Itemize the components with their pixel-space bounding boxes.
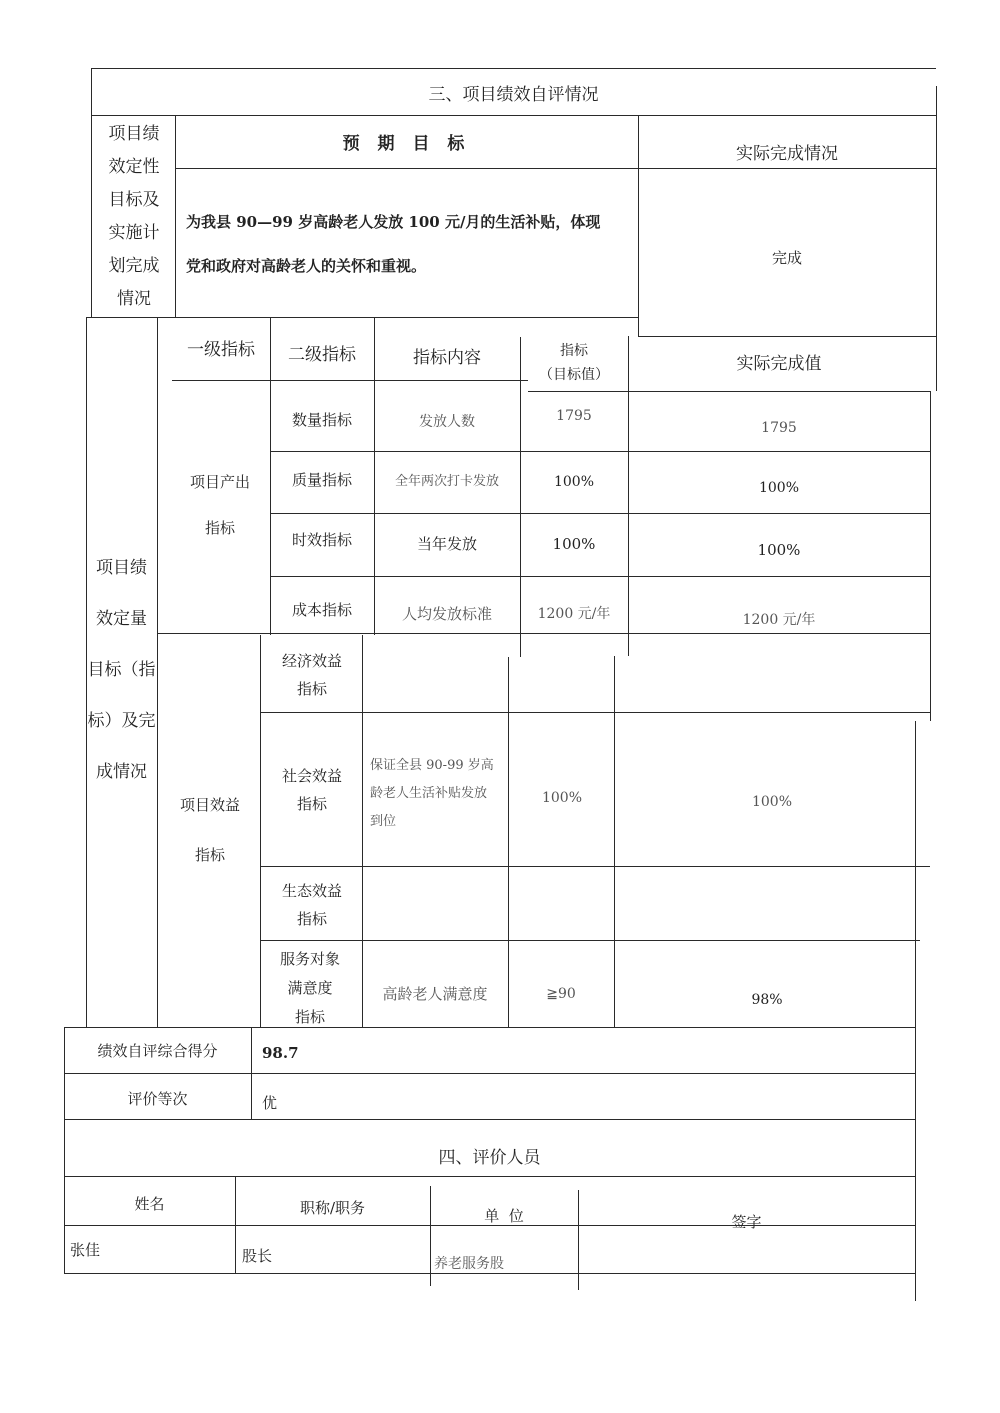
row8-actual: 98% — [751, 991, 783, 1008]
col-target: 指标 （目标值） — [539, 343, 609, 383]
col-level1: 一级指标 — [187, 339, 255, 360]
quant-label: 项目绩 效定量 目标（指 标）及完 成情况 — [87, 557, 156, 782]
row8-level2: 服务对象 满意度 指标 — [279, 949, 340, 1026]
line-row-6 — [260, 866, 930, 867]
row2-level2: 质量指标 — [291, 470, 352, 489]
goal-actual-status: 完成 — [771, 248, 802, 267]
line-colheader-bottom-b — [528, 391, 930, 392]
row5-level2: 经济效益 指标 — [281, 652, 342, 698]
score-label: 绩效自评综合得分 — [97, 1041, 218, 1060]
row1-level2: 数量指标 — [291, 410, 352, 429]
person-title: 股长 — [242, 1246, 273, 1265]
line-score-top — [64, 1027, 915, 1028]
line-qual-bottom-right — [638, 336, 936, 337]
row3-content: 当年发放 — [416, 534, 477, 553]
line-row-7 — [260, 940, 920, 941]
person-name: 张佳 — [70, 1240, 101, 1259]
row2-actual: 100% — [758, 479, 800, 496]
row3-target: 100% — [552, 534, 596, 553]
col-person-name: 姓名 — [134, 1194, 165, 1213]
line-title — [91, 115, 936, 116]
border-right-mid — [930, 391, 931, 721]
actual-status-header: 实际完成情况 — [736, 143, 838, 164]
line-row-3 — [270, 576, 930, 577]
group-output-label: 项目产出 指标 — [189, 473, 250, 537]
section4-title: 四、评价人员 — [438, 1147, 541, 1168]
col-person-title: 职称/职务 — [299, 1198, 366, 1217]
row4-level2: 成本指标 — [291, 600, 352, 619]
grade-label: 评价等次 — [127, 1089, 188, 1108]
row3-level2: 时效指标 — [291, 530, 352, 549]
group-benefit-label: 项目效益 指标 — [179, 796, 240, 864]
line-l2-content-b — [362, 635, 363, 1027]
col-person-unit: 单 位 — [484, 1206, 524, 1225]
line-row-1 — [270, 451, 930, 452]
line-score-sep — [251, 1027, 252, 1119]
qual-label: 项目绩 效定性 目标及 实施计 划完成 情况 — [108, 124, 160, 309]
row6-target: 100% — [541, 789, 583, 806]
row4-target: 1200 元/年 — [537, 605, 611, 622]
row4-content: 人均发放标准 — [401, 604, 492, 623]
expected-goal-text: 为我县 90—99 岁高龄老人发放 100 元/月的生活补贴，体现 党和政府对高龄老人的关怀和重视。 — [186, 213, 601, 275]
line-section4-title — [64, 1176, 915, 1177]
expected-goal-header: 预 期 目 标 — [342, 133, 471, 154]
col-level2: 二级指标 — [288, 344, 356, 365]
line-grade-top — [64, 1073, 915, 1074]
line-section4-top — [64, 1119, 915, 1120]
line-colheader-bottom-a — [172, 380, 528, 381]
row4-actual: 1200 元/年 — [742, 611, 816, 628]
col-content: 指标内容 — [413, 347, 481, 368]
section3-title: 三、项目绩效自评情况 — [428, 84, 599, 105]
row6-level2: 社会效益 指标 — [281, 767, 342, 813]
border-top — [91, 68, 936, 69]
line-row-2 — [270, 513, 930, 514]
row7-level2: 生态效益 指标 — [281, 882, 342, 928]
line-qual-bottom — [86, 317, 638, 318]
row6-content: 保证全县 90-99 岁高 龄老人生活补贴发放 到位 — [370, 758, 494, 829]
row2-target: 100% — [553, 473, 595, 490]
border-right-top — [936, 86, 937, 391]
row8-target: ≧90 — [546, 985, 576, 1002]
col-actual: 实际完成值 — [736, 353, 822, 374]
row8-content: 高龄老人满意度 — [382, 984, 488, 1003]
grade-value: 优 — [262, 1093, 278, 1112]
line-row-5 — [260, 712, 930, 713]
row1-target: 1795 — [556, 407, 592, 424]
row3-actual: 100% — [757, 540, 801, 559]
person-sign — [590, 1250, 890, 1286]
line-quant-label — [157, 317, 158, 1027]
row2-content: 全年两次打卡发放 — [394, 474, 499, 490]
col-person-sign: 签字 — [731, 1212, 762, 1231]
row1-actual: 1795 — [761, 419, 797, 436]
score-value: 98.7 — [262, 1043, 299, 1062]
row1-content: 发放人数 — [419, 413, 475, 430]
person-unit: 养老服务股 — [434, 1255, 504, 1272]
row6-actual: 100% — [751, 793, 793, 810]
